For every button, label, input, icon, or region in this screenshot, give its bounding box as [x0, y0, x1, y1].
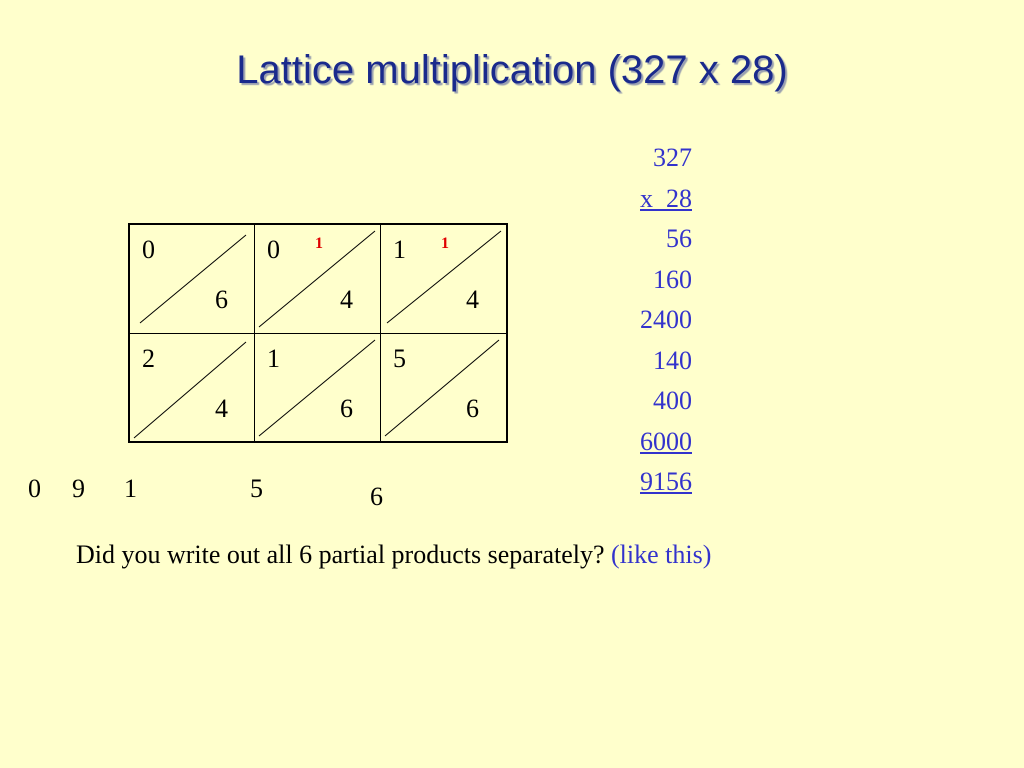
ones-digit: 4 [466, 285, 479, 314]
calc-line: 6000 [640, 426, 692, 456]
calc-line: 2400 [640, 305, 692, 334]
lattice-cell-r2c2 [255, 334, 381, 442]
question-text [76, 540, 711, 570]
ones-digit: 6 [215, 285, 228, 314]
carry-digit: 1 [441, 235, 449, 252]
calc-line: 9156 [640, 467, 692, 496]
tens-digit: 2 [142, 344, 155, 373]
ones-digit: 4 [215, 394, 228, 423]
ones-digit: 6 [466, 394, 479, 423]
tens-digit: 1 [393, 235, 406, 264]
carry-digit: 1 [315, 235, 323, 252]
lattice-cell-r2c1 [130, 334, 256, 442]
lattice-cell-r1c1 [130, 225, 256, 333]
calc-line-total [596, 462, 692, 503]
calc-line: 56 [666, 224, 692, 253]
calc-line-last-partial [596, 422, 692, 463]
like-this-link[interactable]: (like this) [611, 540, 712, 569]
calc-line: 327 [653, 143, 692, 172]
lattice-grid [128, 223, 508, 443]
calc-line-multiplier [596, 179, 692, 220]
answer-digit: 1 [124, 474, 137, 503]
tens-digit: 0 [142, 235, 155, 264]
lattice-cell-r1c2 [255, 225, 381, 333]
calc-line: 400 [653, 386, 692, 415]
answer-digit: 9 [72, 474, 85, 503]
answer-digit: 0 [28, 474, 41, 503]
answer-digit: 5 [250, 474, 263, 503]
lattice-cell-r2c3 [381, 334, 507, 442]
calc-line: x 28 [640, 183, 692, 213]
lattice-cell-r1c3 [381, 225, 507, 333]
partial-products-column [596, 138, 692, 503]
question-label: Did you write out all 6 partial products separately? [76, 540, 605, 569]
ones-digit: 4 [340, 285, 353, 314]
calc-line: 140 [653, 345, 692, 375]
answer-digit: 6 [370, 482, 383, 511]
page-title: Lattice multiplication (327 x 28) [236, 48, 788, 92]
calc-line: 160 [653, 264, 692, 294]
tens-digit: 1 [267, 344, 280, 373]
tens-digit: 5 [393, 344, 406, 373]
tens-digit: 0 [267, 235, 280, 264]
ones-digit: 6 [340, 394, 353, 423]
